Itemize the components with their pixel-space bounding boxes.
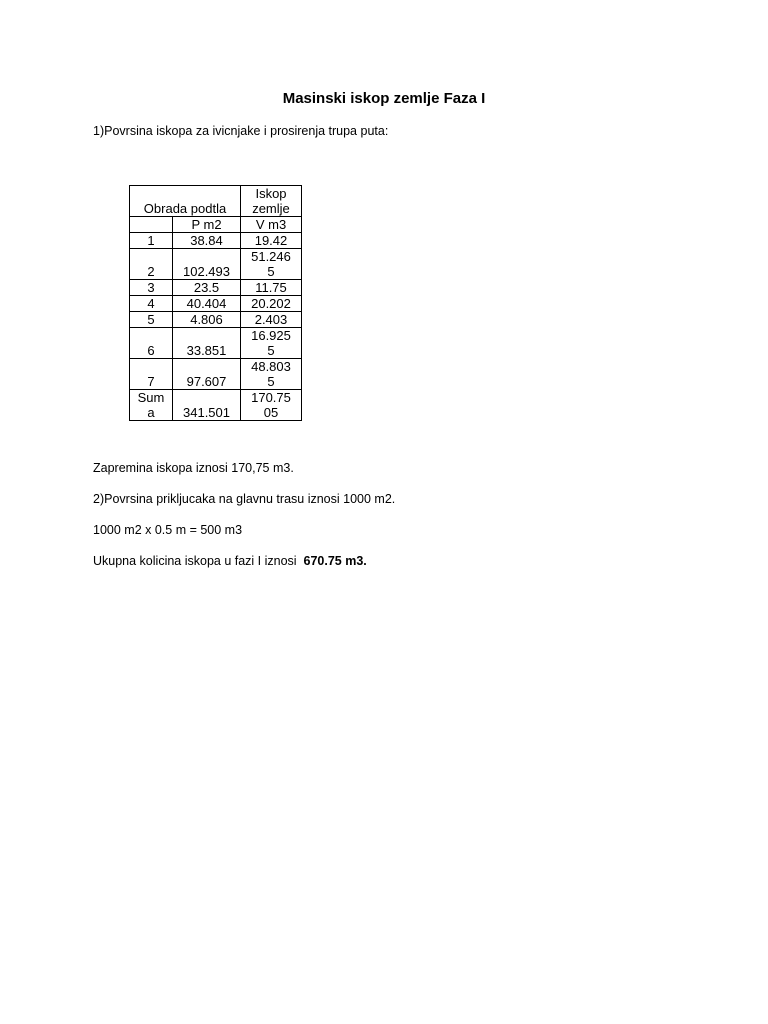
table-row xyxy=(130,233,302,249)
table-row xyxy=(130,312,302,328)
row-number: 6 xyxy=(130,328,173,359)
row-number: 5 xyxy=(130,312,173,328)
total-volume xyxy=(241,390,302,421)
row-area: 23.5 xyxy=(173,280,241,296)
row-volume xyxy=(241,249,302,280)
row-volume: 2.403 xyxy=(241,312,302,328)
row-area: 4.806 xyxy=(173,312,241,328)
unit-col1 xyxy=(130,217,173,233)
total-value: 670.75 m3. xyxy=(303,554,367,568)
table-row xyxy=(130,328,302,359)
row-volume-text: 48.8035 xyxy=(251,359,291,389)
total-prefix: Ukupna kolicina iskopa u fazi I iznosi xyxy=(93,554,297,568)
row-area: 97.607 xyxy=(173,359,241,390)
prikljucci-text: 2)Povrsina prikljucaka na glavnu trasu iznosi 1000 m2. xyxy=(93,492,396,506)
table-row xyxy=(130,280,302,296)
document-title: Masinski iskop zemlje Faza I xyxy=(282,90,486,107)
intro-text: 1)Povrsina iskopa za ivicnjake i prosirenja trupa puta: xyxy=(93,124,389,138)
row-area: 38.84 xyxy=(173,233,241,249)
row-area: 33.851 xyxy=(173,328,241,359)
row-number: 7 xyxy=(130,359,173,390)
table-header-row xyxy=(130,186,302,217)
row-area: 102.493 xyxy=(173,249,241,280)
zapremina-text: Zapremina iskopa iznosi 170,75 m3. xyxy=(93,461,294,475)
row-area: 40.404 xyxy=(173,296,241,312)
unit-p: P m2 xyxy=(173,217,241,233)
total-volume-text: 170.7505 xyxy=(251,390,291,420)
row-volume-text: 16.9255 xyxy=(251,328,291,358)
row-volume: 19.42 xyxy=(241,233,302,249)
header-iskop-zemlje: Iskop zemlje xyxy=(241,186,302,217)
row-volume-text: 51.2465 xyxy=(251,249,291,279)
row-number: 1 xyxy=(130,233,173,249)
total-area: 341.501 xyxy=(173,390,241,421)
table-row xyxy=(130,249,302,280)
header-obrada-podtla: Obrada podtla xyxy=(130,186,241,217)
row-number: 4 xyxy=(130,296,173,312)
total-label-text: Suma xyxy=(137,390,165,420)
table-row xyxy=(130,359,302,390)
total-label xyxy=(130,390,173,421)
table-total-row xyxy=(130,390,302,421)
excavation-table xyxy=(129,185,302,421)
row-volume: 20.202 xyxy=(241,296,302,312)
row-number: 3 xyxy=(130,280,173,296)
row-volume xyxy=(241,359,302,390)
calculation-text: 1000 m2 x 0.5 m = 500 m3 xyxy=(93,523,243,537)
row-number: 2 xyxy=(130,249,173,280)
row-volume xyxy=(241,328,302,359)
row-volume: 11.75 xyxy=(241,280,302,296)
unit-v: V m3 xyxy=(241,217,302,233)
table-units-row xyxy=(130,217,302,233)
total-text xyxy=(93,554,367,568)
table-row xyxy=(130,296,302,312)
